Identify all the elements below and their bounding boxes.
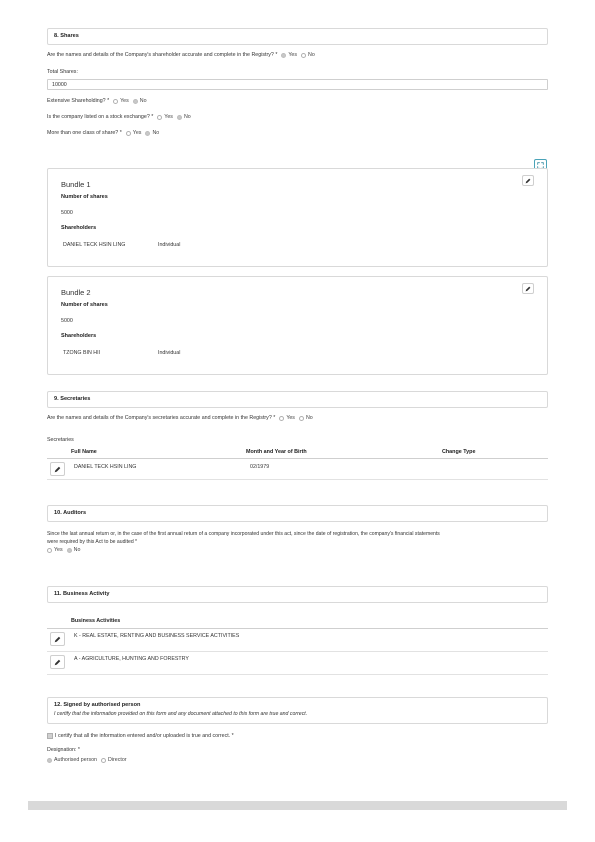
bundle-title: Bundle 2 <box>61 288 91 297</box>
shareholders-label: Shareholders <box>61 333 97 339</box>
bundle-card <box>47 276 548 375</box>
secretaries-label: Secretaries <box>47 437 74 443</box>
footer-bar <box>28 801 567 810</box>
table-row-divider <box>47 651 548 652</box>
radio-label: No <box>139 98 147 104</box>
section-header-signed <box>47 697 548 724</box>
edit-button[interactable] <box>50 632 65 646</box>
auditors-question-line2: were required by this Act to be audited * <box>47 539 138 545</box>
radio-yes[interactable] <box>157 114 173 120</box>
section-title: 11. Business Activity <box>54 591 110 597</box>
business-activity-item: K - REAL ESTATE, RENTING AND BUSINESS SERVICE ACTIVITIES <box>74 633 240 639</box>
radio-dot[interactable] <box>281 53 286 58</box>
section-header-secretaries <box>47 391 548 408</box>
radio-label: Yes <box>120 98 129 104</box>
radio-label: No <box>305 415 313 421</box>
section-title: 12. Signed by authorised person <box>54 702 141 708</box>
section-header-auditors <box>47 505 548 522</box>
radio-dot[interactable] <box>133 99 138 104</box>
radio-yes[interactable] <box>281 52 297 58</box>
radio-dot[interactable] <box>47 758 52 763</box>
radio-label: Director <box>108 757 127 763</box>
secretaries-accurate-question <box>47 415 313 421</box>
radio-label: No <box>152 130 160 136</box>
question-text: More than one class of share? * <box>47 130 122 136</box>
auditors-question-line1: Since the last annual return or, in the case of the first annual return of a company incorporated under this act, since the date of registration, the company's financial statements <box>47 531 440 537</box>
designation-radio-group <box>47 757 127 763</box>
shareholders-label: Shareholders <box>61 225 97 231</box>
question-text: Are the names and details of the Company's secretaries accurate and complete in the Registry? * <box>47 415 276 421</box>
radio-dot[interactable] <box>101 758 106 763</box>
radio-no[interactable] <box>133 98 147 104</box>
column-header-business-activities: Business Activities <box>71 618 121 624</box>
auditors-radio-group <box>47 547 80 553</box>
column-header-birth: Month and Year of Birth <box>246 449 307 455</box>
radio-director[interactable] <box>101 757 127 763</box>
certify-checkbox[interactable] <box>47 733 53 739</box>
designation-label: Designation: * <box>47 747 80 753</box>
question-text: Are the names and details of the Company's shareholder accurate and complete in the Registry? * <box>47 52 278 58</box>
radio-label: No <box>183 114 191 120</box>
shareholder-type: Individual <box>158 242 181 248</box>
edit-button[interactable] <box>522 283 534 294</box>
radio-dot[interactable] <box>177 115 182 120</box>
total-shares-input[interactable]: 10000 <box>47 79 548 90</box>
radio-dot[interactable] <box>157 115 162 120</box>
section-header-business <box>47 586 548 603</box>
question-text: Extensive Shareholding? * <box>47 98 110 104</box>
pencil-icon <box>54 659 61 666</box>
section-header-shares <box>47 28 548 45</box>
section-title: 10. Auditors <box>54 510 87 516</box>
radio-dot[interactable] <box>67 548 72 553</box>
pencil-icon <box>525 178 531 184</box>
radio-yes[interactable] <box>113 98 129 104</box>
number-of-shares-value: 5000 <box>61 318 73 324</box>
edit-button[interactable] <box>522 175 534 186</box>
number-of-shares-value: 5000 <box>61 210 73 216</box>
table-header-divider <box>47 628 548 629</box>
number-of-shares-label: Number of shares <box>61 194 108 200</box>
radio-no[interactable] <box>177 114 191 120</box>
radio-dot[interactable] <box>279 416 284 421</box>
shareholder-name: TZONG BIN HII <box>63 350 101 356</box>
edit-button[interactable] <box>50 462 65 476</box>
bundle-card <box>47 168 548 267</box>
radio-label: Yes <box>288 52 298 58</box>
column-header-change-type: Change Type <box>442 449 476 455</box>
radio-dot[interactable] <box>145 131 150 136</box>
radio-label: Yes <box>54 547 63 553</box>
bundle-title: Bundle 1 <box>61 180 91 189</box>
pencil-icon <box>525 286 531 292</box>
more-class-question <box>47 130 159 136</box>
radio-no[interactable] <box>145 130 159 136</box>
radio-label: Yes <box>286 415 295 421</box>
pencil-icon <box>54 636 61 643</box>
radio-dot[interactable] <box>47 548 52 553</box>
business-activity-item: A - AGRICULTURE, HUNTING AND FORESTRY <box>74 656 189 662</box>
certify-checkbox-row <box>47 733 234 739</box>
radio-yes[interactable] <box>279 415 295 421</box>
certify-statement: I certify that the information provided on this form and any document attached to this form are true and correct. <box>54 711 308 717</box>
radio-yes[interactable] <box>47 547 63 553</box>
listed-question <box>47 114 191 120</box>
section-title: 8. Shares <box>54 33 79 39</box>
secretary-birth: 02/1979 <box>250 464 270 470</box>
radio-yes[interactable] <box>126 130 142 136</box>
table-header-divider <box>47 458 548 459</box>
number-of-shares-label: Number of shares <box>61 302 108 308</box>
radio-no[interactable] <box>301 52 315 58</box>
edit-button[interactable] <box>50 655 65 669</box>
shareholder-name: DANIEL TECK HSIN LING <box>63 242 126 248</box>
radio-no[interactable] <box>67 547 81 553</box>
shares-accurate-question <box>47 52 315 58</box>
radio-dot[interactable] <box>301 53 306 58</box>
table-row-divider <box>47 479 548 480</box>
radio-label: Authorised person <box>54 757 97 763</box>
radio-authorised-person[interactable] <box>47 757 97 763</box>
radio-label: No <box>73 547 81 553</box>
radio-dot[interactable] <box>299 416 304 421</box>
radio-label: Yes <box>164 114 173 120</box>
column-header-full-name: Full Name <box>71 449 97 455</box>
total-shares-label: Total Shares: <box>47 69 78 75</box>
radio-no[interactable] <box>299 415 313 421</box>
certify-label: I certify that all the information entered and/or uploaded is true and correct. * <box>55 733 234 739</box>
pencil-icon <box>54 466 61 473</box>
secretary-name: DANIEL TECK HSIN LING <box>74 464 137 470</box>
table-row-divider <box>47 674 548 675</box>
radio-dot[interactable] <box>113 99 118 104</box>
extensive-question <box>47 98 147 104</box>
question-text: Is the company listed on a stock exchange? * <box>47 114 154 120</box>
radio-label: Yes <box>132 130 142 136</box>
radio-dot[interactable] <box>126 131 131 136</box>
shareholder-type: Individual <box>158 350 181 356</box>
section-title: 9. Secretaries <box>54 396 91 402</box>
radio-label: No <box>308 52 315 58</box>
